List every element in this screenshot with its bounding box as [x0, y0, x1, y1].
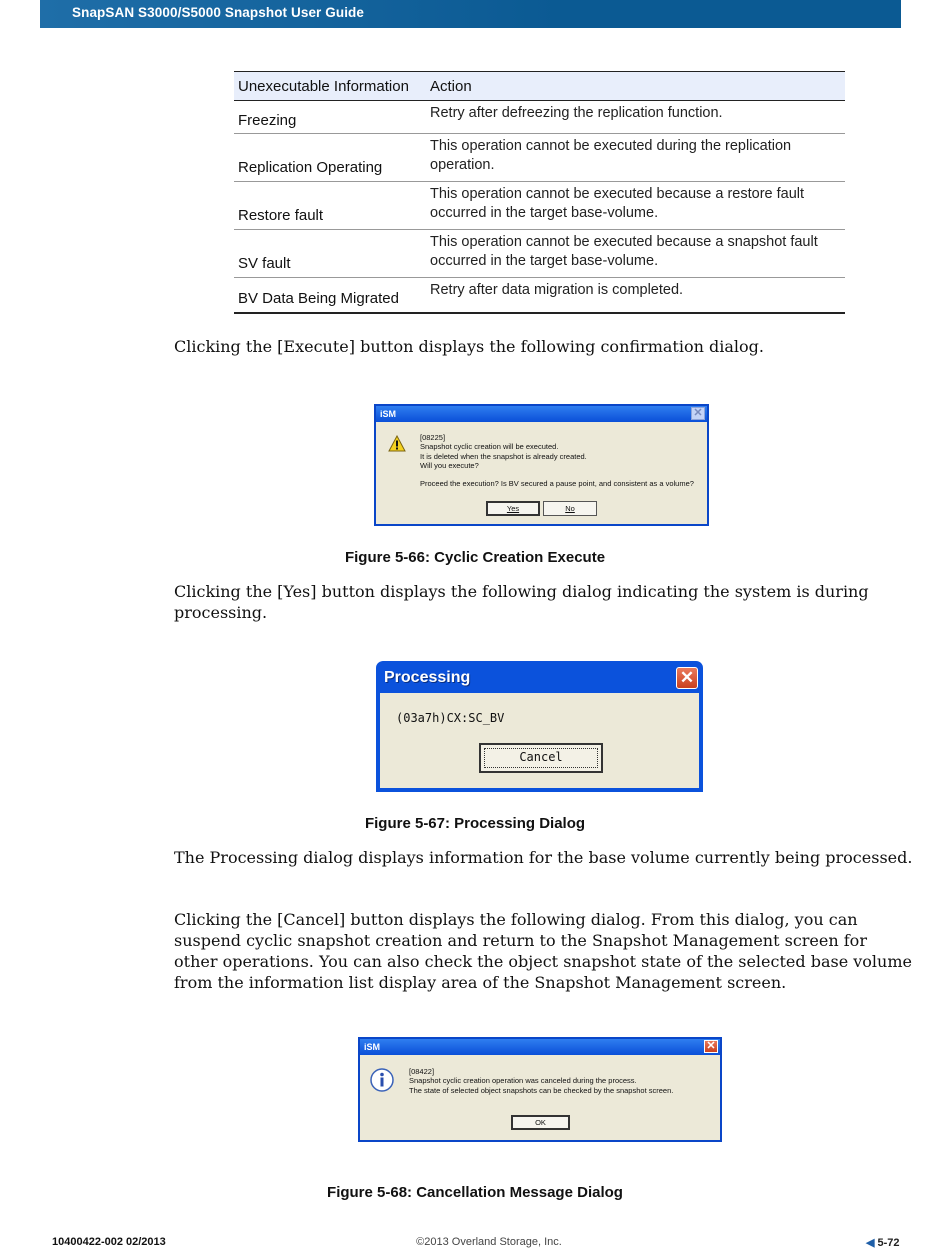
confirm-dialog-titlebar — [376, 406, 707, 422]
ok-button[interactable] — [511, 1115, 570, 1130]
message-line: Proceed the execution? Is BV secured a pause point, and consistent as a volume? — [420, 479, 694, 489]
table-cell-action: This operation cannot be executed because a restore fault occurred in the target base-volume. — [426, 182, 845, 230]
close-icon[interactable]: ✕ — [704, 1040, 718, 1053]
message-line: Snapshot cyclic creation operation was canceled during the process. — [409, 1076, 637, 1086]
info-icon — [370, 1068, 394, 1092]
processing-code: (03a7h)CX:SC_BV — [396, 711, 505, 725]
table-cell-info: Freezing — [234, 101, 426, 134]
table-cell-info: Replication Operating — [234, 134, 426, 182]
table-row — [234, 134, 845, 182]
table-cell-info: Restore fault — [234, 182, 426, 230]
table-cell-info: SV fault — [234, 230, 426, 278]
no-button[interactable] — [543, 501, 597, 516]
table-row — [234, 278, 845, 314]
close-icon[interactable]: ✕ — [691, 407, 705, 420]
table-row — [234, 101, 845, 134]
figure-caption-68 — [0, 1184, 950, 1201]
previous-page-icon: ◀ — [866, 1237, 875, 1249]
page-number: 5-72 — [877, 1237, 900, 1249]
processing-dialog-body — [380, 693, 699, 788]
message-line: Will you execute? — [420, 460, 479, 470]
footer-copyright: ©2013 Overland Storage, Inc. — [416, 1236, 562, 1248]
confirm-dialog-message — [420, 433, 694, 488]
footer-doc-id: 10400422-002 02/2013 — [52, 1236, 166, 1248]
table-cell-action: This operation cannot be executed because a snapshot fault occurred in the target base-volume. — [426, 230, 845, 278]
caption-text: Figure 5-66: Cyclic Creation Execute — [344, 549, 606, 566]
focus-outline — [484, 748, 598, 768]
unexecutable-info-table — [234, 71, 845, 314]
table-cell-action: Retry after data migration is completed. — [426, 278, 845, 314]
processing-dialog-title: Processing — [384, 669, 471, 686]
cancellation-dialog-title: iSM — [364, 1042, 381, 1052]
footer-page-nav[interactable] — [866, 1236, 900, 1249]
document-title: SnapSAN S3000/S5000 Snapshot User Guide — [72, 5, 365, 20]
message-line: [08422] — [409, 1067, 435, 1076]
table-header-row — [234, 72, 845, 101]
message-line: It is deleted when the snapshot is already created. — [420, 451, 587, 461]
caption-text: Figure 5-68: Cancellation Message Dialog — [327, 1184, 623, 1201]
no-button-label: No — [565, 504, 575, 513]
paragraph-cancel: Clicking the [Cancel] button displays the following dialog. From this dialog, you can suspend cyclic snapshot creation and return to the Snapshot Management screen for other operations. You can also check the object snapshot state of the selected base volume from the information list display area of the Snapshot Management screen. — [174, 910, 912, 992]
ok-button-label: OK — [535, 1118, 546, 1127]
table-cell-info: BV Data Being Migrated — [234, 278, 426, 314]
table-row — [234, 182, 845, 230]
cancellation-dialog-titlebar — [360, 1039, 720, 1055]
confirm-dialog-title: iSM — [380, 409, 397, 419]
table-cell-action: Retry after defreezing the replication function. — [426, 101, 845, 134]
table-header-action: Action — [426, 72, 845, 101]
yes-button[interactable] — [486, 501, 540, 516]
cancellation-dialog — [358, 1037, 722, 1142]
close-icon[interactable]: ✕ — [676, 667, 698, 689]
table-header-info: Unexecutable Information — [234, 72, 426, 101]
message-line: Snapshot cyclic creation will be executed. — [420, 442, 559, 452]
cancel-button[interactable] — [479, 743, 603, 773]
message-line — [420, 470, 694, 479]
table-row — [234, 230, 845, 278]
cancel-button-label: Cancel — [519, 750, 563, 764]
yes-button-label: Yes — [506, 504, 520, 513]
cancellation-dialog-message — [409, 1067, 673, 1095]
paragraph-processing: The Processing dialog displays information for the base volume currently being processed. — [174, 848, 913, 867]
table-cell-action: This operation cannot be executed during the replication operation. — [426, 134, 845, 182]
figure-caption-67 — [0, 815, 950, 832]
header-bar — [40, 0, 901, 28]
message-line: The state of selected object snapshots can be checked by the snapshot screen. — [409, 1085, 674, 1095]
paragraph-execute: Clicking the [Execute] button displays the following confirmation dialog. — [174, 337, 764, 356]
confirm-dialog — [374, 404, 709, 526]
caption-text: Figure 5-67: Processing Dialog — [364, 815, 586, 832]
warning-icon — [388, 435, 406, 452]
paragraph-yes: Clicking the [Yes] button displays the following dialog indicating the system is during processing. — [174, 582, 869, 622]
figure-caption-66 — [0, 549, 950, 566]
message-line: [08225] — [420, 433, 446, 442]
processing-dialog — [376, 661, 703, 792]
